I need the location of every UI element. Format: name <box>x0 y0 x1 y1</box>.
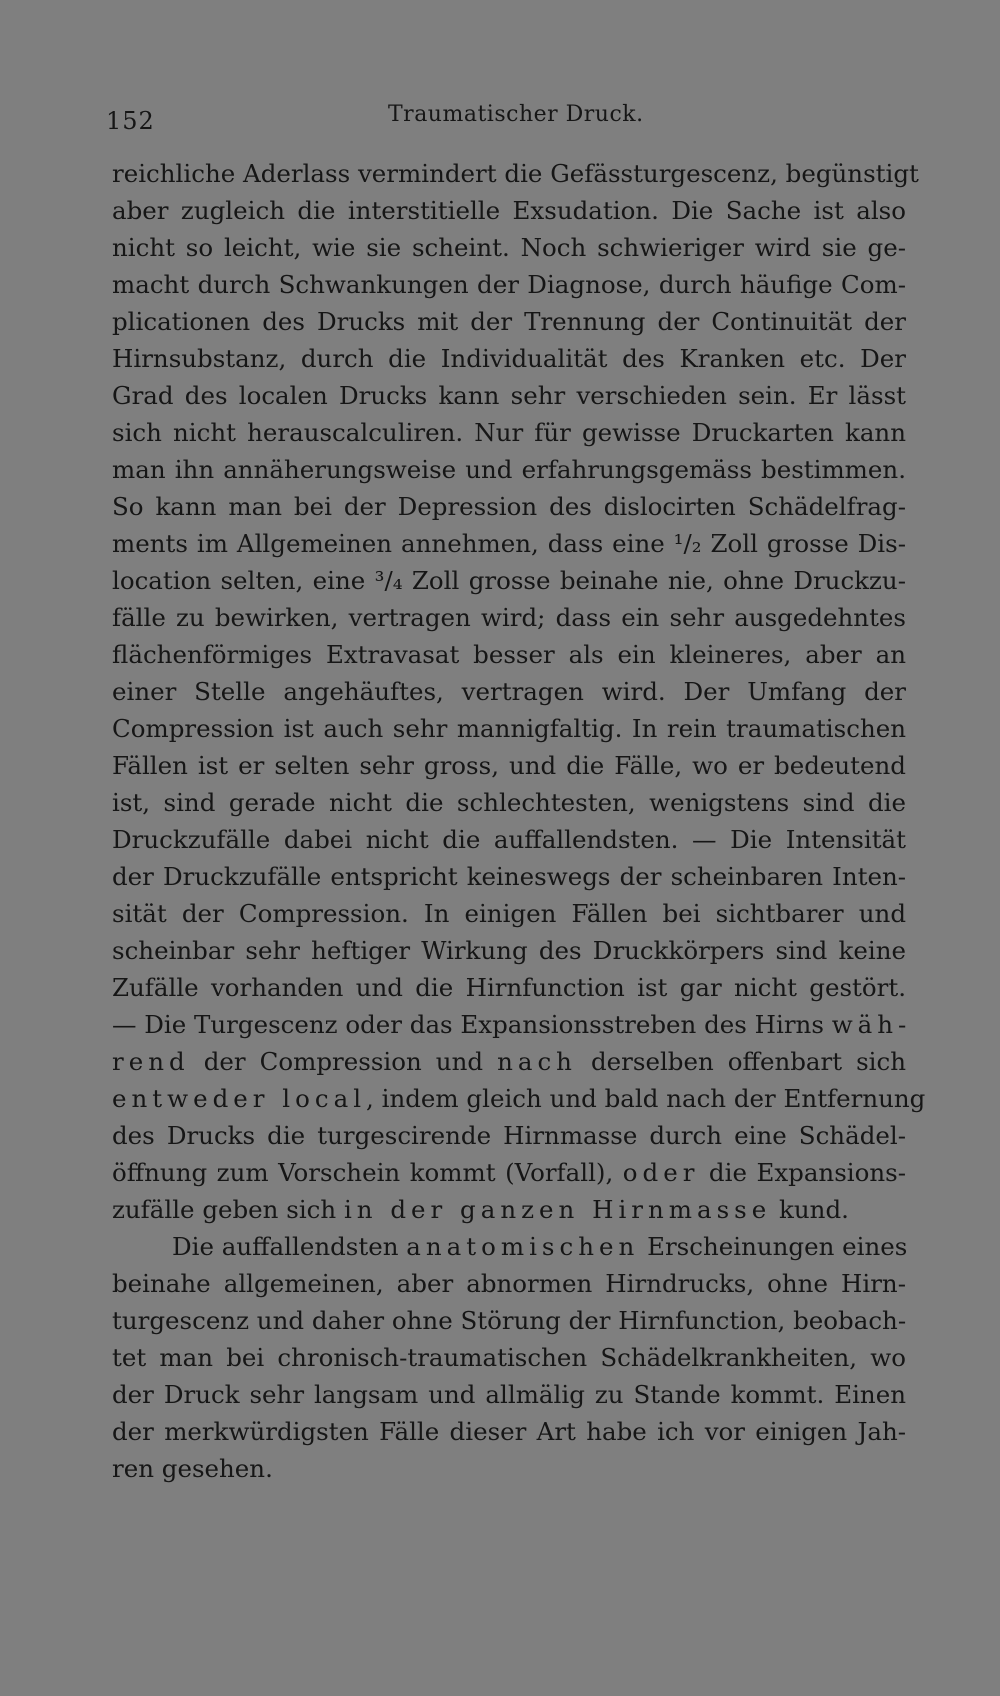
spaced-emphasis: rend <box>112 1047 190 1076</box>
text-line: turgescenz und daher ohne Störung der Hirnfunction, beobach- <box>112 1306 907 1335</box>
text-line <box>112 1191 906 1228</box>
text-line: Hirnsubstanz, durch die Individualität des Kranken etc. Der <box>112 344 906 373</box>
text-line: reichliche Aderlass vermindert die Gefässturgescenz, begünstigt <box>112 159 919 188</box>
text-line <box>112 1080 926 1117</box>
text-line: ren gesehen. <box>112 1454 273 1483</box>
text-run: Die auffallendsten <box>172 1232 407 1261</box>
text-line: Zufälle vorhanden und die Hirnfunction ist gar nicht gestört. <box>112 973 906 1002</box>
text-line: nicht so leicht, wie sie scheint. Noch schwieriger wird sie ge- <box>112 233 906 262</box>
text-run: — Die Turgescenz oder das Expansionsstreben des Hirns <box>112 1010 832 1039</box>
text-line: location selten, eine ³/₄ Zoll grosse beinahe nie, ohne Druckzu- <box>112 566 906 595</box>
text-run: zufälle geben sich <box>112 1195 344 1224</box>
spaced-emphasis: in der ganzen Hirnmasse <box>343 1195 772 1224</box>
text-line <box>112 1006 912 1043</box>
text-line: der Druckzufälle entspricht keineswegs der scheinbaren Inten- <box>112 862 906 891</box>
text-line: einer Stelle angehäuftes, vertragen wird. Der Umfang der <box>112 677 906 706</box>
text-line: der merkwürdigsten Fälle dieser Art habe ich vor einigen Jah- <box>112 1417 906 1446</box>
text-line: plicationen des Drucks mit der Trennung der Continuität der <box>112 307 906 336</box>
spaced-emphasis: wäh- <box>831 1010 912 1039</box>
text-line: tet man bei chronisch-traumatischen Schädelkrankheiten, wo <box>112 1343 906 1372</box>
text-line: sich nicht herauscalculiren. Nur für gewisse Druckarten kann <box>112 418 906 447</box>
text-line: fälle zu bewirken, vertragen wird; dass ein sehr ausgedehntes <box>112 603 906 632</box>
text-line: ments im Allgemeinen annehmen, dass eine ¹/₂ Zoll grosse Dis- <box>112 529 906 558</box>
text-run: die Expansions- <box>699 1158 906 1187</box>
text-line: Grad des localen Drucks kann sehr verschieden sein. Er lässt <box>112 381 906 410</box>
text-line: Fällen ist er selten sehr gross, und die Fälle, wo er bedeutend <box>112 751 906 780</box>
page-number: 152 <box>106 107 155 135</box>
text-run: öffnung zum Vorschein kommt (Vorfall), <box>112 1158 623 1187</box>
text-run: , indem gleich und bald nach der Entfernung <box>366 1084 926 1113</box>
text-line: macht durch Schwankungen der Diagnose, durch häufige Com- <box>112 270 906 299</box>
text-line: Druckzufälle dabei nicht die auffallendsten. — Die Intensität <box>112 825 906 854</box>
text-line <box>112 1154 906 1191</box>
text-run: derselben offenbart sich <box>576 1047 907 1076</box>
text-run: der Compression und <box>189 1047 498 1076</box>
text-line: flächenförmiges Extravasat besser als ein kleineres, aber an <box>112 640 906 669</box>
text-line <box>112 1043 906 1080</box>
text-run: kund. <box>771 1195 849 1224</box>
text-line: ist, sind gerade nicht die schlechtesten, wenigstens sind die <box>112 788 906 817</box>
text-line: So kann man bei der Depression des dislocirten Schädelfrag- <box>112 492 906 521</box>
text-line: scheinbar sehr heftiger Wirkung des Druckkörpers sind keine <box>112 936 906 965</box>
text-line: beinahe allgemeinen, aber abnormen Hirndrucks, ohne Hirn- <box>112 1269 906 1298</box>
text-line: der Druck sehr langsam und allmälig zu Stande kommt. Einen <box>112 1380 906 1409</box>
text-line: sität der Compression. In einigen Fällen bei sichtbarer und <box>112 899 906 928</box>
text-line: Compression ist auch sehr mannigfaltig. In rein traumatischen <box>112 714 906 743</box>
text-line: aber zugleich die interstitielle Exsudation. Die Sache ist also <box>112 196 906 225</box>
running-title: Traumatischer Druck. <box>388 102 644 127</box>
text-line <box>112 1228 906 1265</box>
body-text <box>112 155 926 1487</box>
spaced-emphasis: anatomischen <box>406 1232 640 1261</box>
spaced-emphasis: oder <box>622 1158 700 1187</box>
text-line: des Drucks die turgescirende Hirnmasse durch eine Schädel- <box>112 1121 906 1150</box>
spaced-emphasis: entweder local <box>112 1084 367 1113</box>
text-line: man ihn annäherungsweise und erfahrungsgemäss bestimmen. <box>112 455 906 484</box>
spaced-emphasis: nach <box>497 1047 577 1076</box>
text-run: Erscheinungen eines <box>639 1232 908 1261</box>
